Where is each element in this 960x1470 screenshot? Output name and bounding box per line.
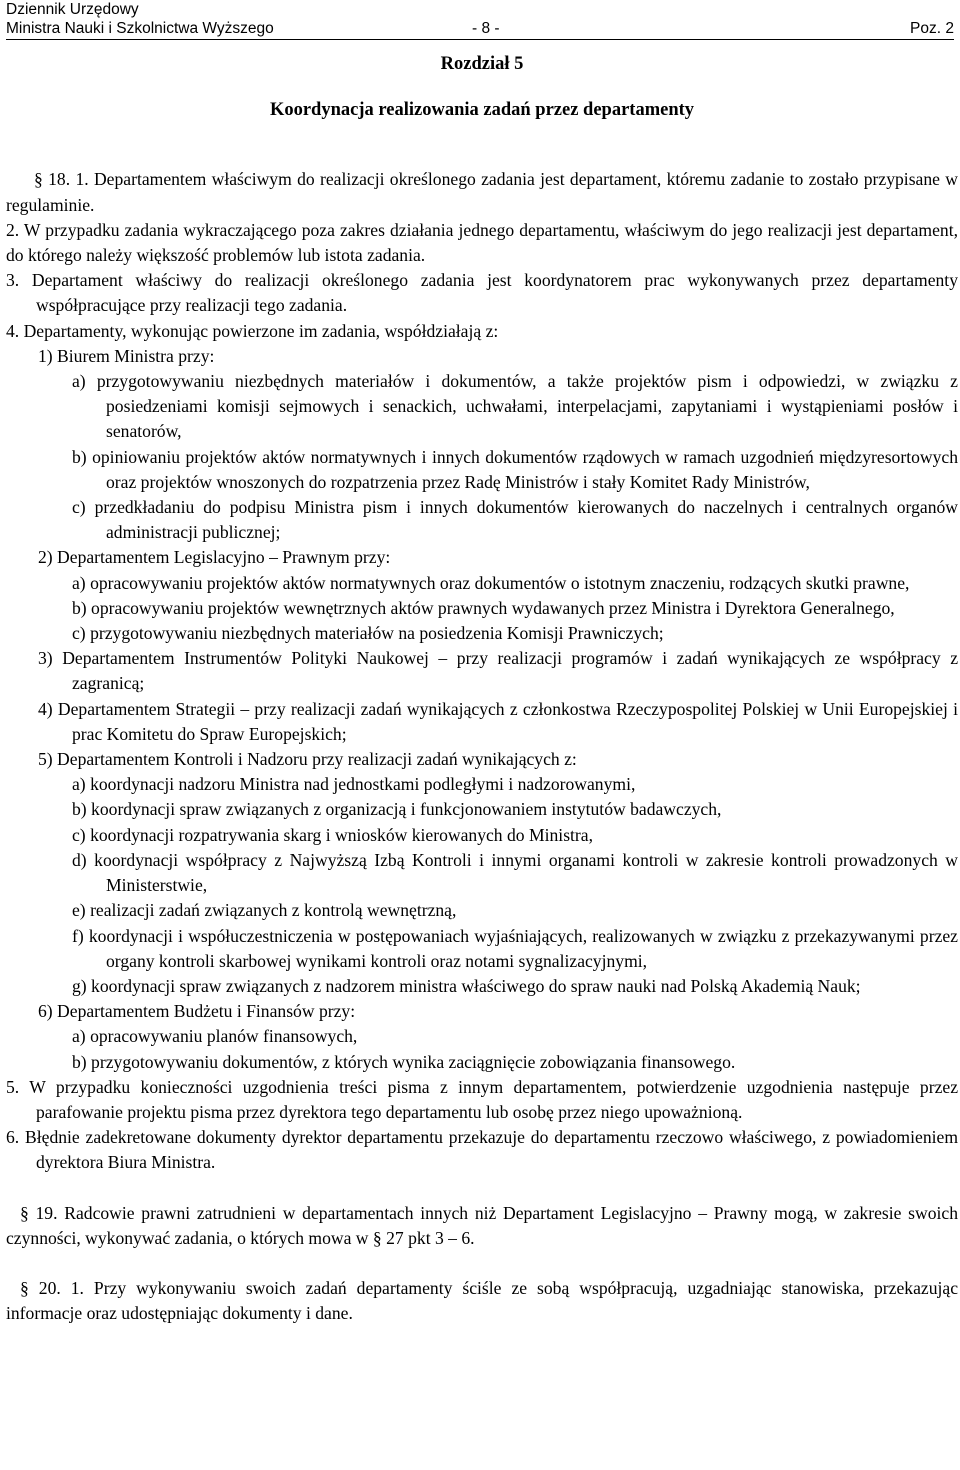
s18-item-6: 6) Departamentem Budżetu i Finansów przy: — [38, 1001, 356, 1022]
chapter-title: Koordynacja realizowania zadań przez departamenty — [269, 100, 695, 121]
s18-item-2: 2) Departamentem Legislacyjno – Prawnym przy: — [38, 547, 391, 568]
s18-item-5g: g) koordynacji spraw związanych z nadzorem ministra właściwego do spraw nauki nad Polską Akademią Nauk; — [72, 975, 861, 996]
s18-p3: 3. Departament właściwy do realizacji określonego zadania jest koordynatorem prac wykonywanych przez departamenty współpracujące przy realizacji tego zadania. — [6, 270, 958, 316]
s19-paragraph: § 19. Radcowie prawni zatrudnieni w departamentach innych niż Departament Legislacyjno – Prawny mogą, w zakresie swoich czynności, wykonywać zadania, o których mowa w § 27 pkt 3 – 6. — [6, 1202, 958, 1248]
s18-item-6b: b) przygotowywaniu dokumentów, z których wynika zaciągnięcie zobowiązania finansowego. — [72, 1051, 736, 1072]
s18-item-5a: a) koordynacji nadzoru Ministra nad jednostkami podległymi i nadzorowanymi, — [72, 774, 636, 795]
position-number: Poz. 2 — [910, 20, 954, 37]
s18-item-6a: a) opracowywaniu planów finansowych, — [72, 1026, 358, 1047]
s18-item-1c: c) przedkładaniu do podpisu Ministra pism i innych dokumentów kierowanych do naczelnych i centralnych organów administracji publicznej; — [72, 497, 958, 543]
s18-item-2b: b) opracowywaniu projektów wewnętrznych aktów prawnych wydawanych przez Ministra i Dyrektora Generalnego, — [72, 597, 895, 618]
s18-item-1: 1) Biurem Ministra przy: — [38, 345, 215, 366]
header-line — [6, 19, 954, 40]
s18-item-5b: b) koordynacji spraw związanych z organizacją i funkcjonowaniem instytutów badawczych, — [72, 799, 722, 820]
s18-item-5d: d) koordynacji współpracy z Najwyższą Izbą Kontroli i innymi organami kontroli w zakresie kontroli prowadzonych w Ministerstwie, — [72, 849, 958, 896]
s18-item-5c: c) koordynacji rozpatrywania skarg i wniosków kierowanych do Ministra, — [72, 824, 593, 845]
s18-p1: § 18. 1. Departamentem właściwym do realizacji określonego zadania jest departament, któremu zadanie to zostało przypisane w regulaminie. — [6, 169, 958, 215]
chapter-number: Rozdział 5 — [440, 54, 524, 74]
s18-p5: 5. W przypadku konieczności uzgodnienia treści pisma z innym departamentem, potwierdzenie uzgodnienia następuje przez parafowanie projektu pisma przez dyrektora tego departamentu lub osobę przez niego upoważnioną. — [6, 1076, 958, 1122]
s20-paragraph: § 20. 1. Przy wykonywaniu swoich zadań departamenty ściśle ze sobą współpracują, uzgadniając stanowiska, przekazując informacje oraz udostępniając dokumenty i dane. — [6, 1277, 958, 1324]
s18-item-2a: a) opracowywaniu projektów aktów normatywnych oraz dokumentów o istotnym znaczeniu, rodzących skutki prawne, — [72, 572, 910, 593]
s18-item-5: 5) Departamentem Kontroli i Nadzoru przy realizacji zadań wynikających z: — [38, 749, 577, 770]
s18-p4: 4. Departamenty, wykonując powierzone im zadania, współdziałają z: — [6, 320, 499, 341]
s18-p6: 6. Błędnie zadekretowane dokumenty dyrektor departamentu przekazuje do departamentu rzeczowo właściwego, z powiadomieniem dyrektora Biura Ministra. — [6, 1127, 958, 1173]
s18-item-1a: a) przygotowywaniu niezbędnych materiałów i dokumentów, a także projektów pism i odpowiedzi, w związku z posiedzeniami komisji sejmowych i senackich, uchwałami, interpelacjami, zapytaniami i wystąpieniami posłów i senatorów, — [72, 371, 958, 442]
s18-p2: 2. W przypadku zadania wykraczającego poza zakres działania jednego departamentu, właściwym do jego realizacji jest departament, do którego należy większość problemów lub istota zadania. — [6, 219, 958, 266]
s18-item-5f: f) koordynacji i współuczestniczenia w postępowaniach wyjaśniających, realizowanych w związku z przekazywanymi przez organy kontroli skarbowej wynikami kontroli oraz notami sygnalizacyjnymi, — [72, 925, 958, 971]
s18-item-3: 3) Departamentem Instrumentów Polityki Naukowej – przy realizacji programów i zadań wynikających ze współpracy z zagranicą; — [38, 648, 958, 694]
s18-item-1b: b) opiniowaniu projektów aktów normatywnych i innych dokumentów rządowych w ramach uzgodnień międzyresortowych oraz projektów wnoszonych do rozpatrzenia przez Radę Ministrów i stały Komitet Rady Ministrów, — [72, 446, 958, 492]
s18-item-2c: c) przygotowywaniu niezbędnych materiałów na posiedzenia Komisji Prawniczych; — [72, 623, 664, 644]
s18-item-5e: e) realizacji zadań związanych z kontrolą wewnętrzną, — [72, 900, 457, 921]
journal-name: Dziennik Urzędowy — [6, 1, 139, 18]
s18-item-4: 4) Departamentem Strategii – przy realizacji zadań wynikających z członkostwa Rzeczypospolitej Polskiej w Unii Europejskiej i prac Komitetu do Spraw Europejskich; — [38, 698, 958, 744]
ministry-name: Ministra Nauki i Szkolnictwa Wyższego — [6, 20, 274, 37]
page-number: - 8 - — [472, 20, 500, 37]
page-header — [6, 0, 954, 40]
document-body — [6, 50, 958, 1326]
